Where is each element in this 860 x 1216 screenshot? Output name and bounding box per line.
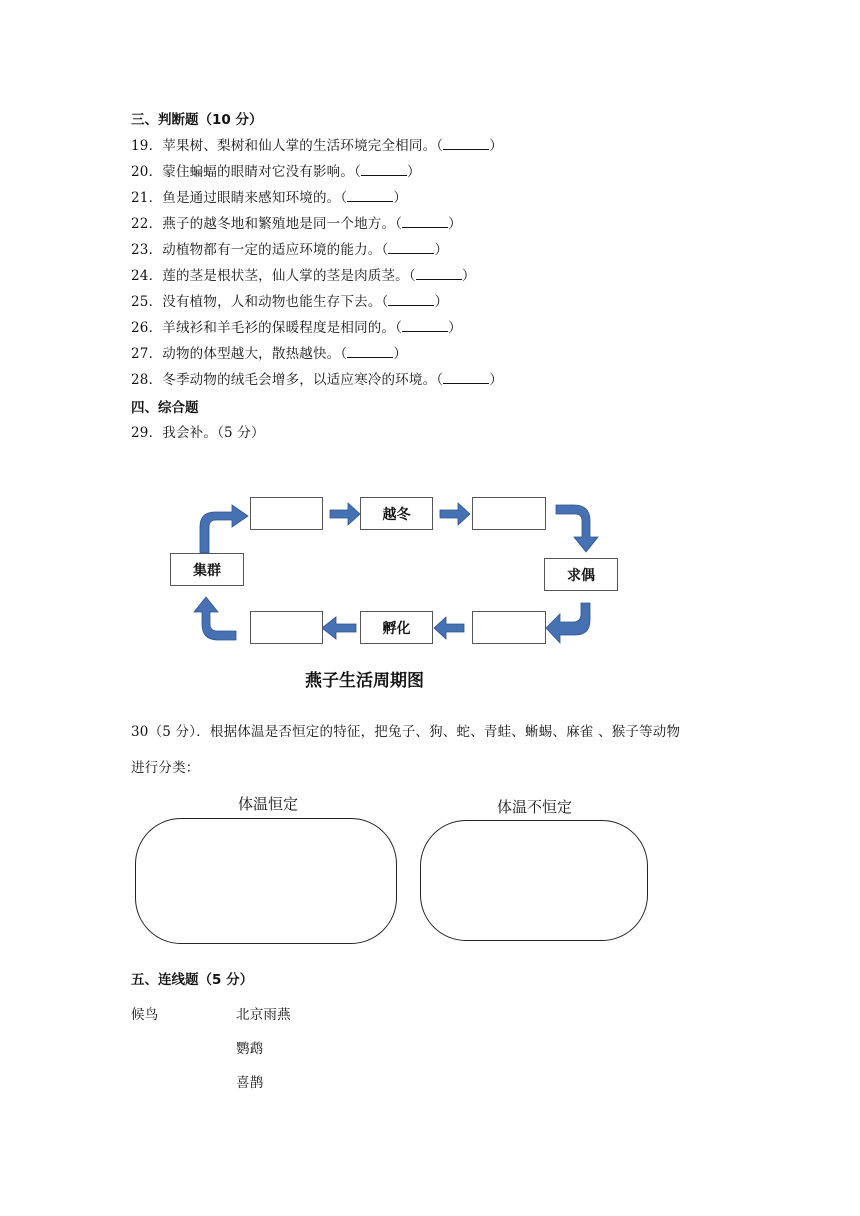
closing-paren: ） <box>393 346 408 362</box>
question-number: 25． <box>131 294 163 310</box>
match-right-item: 喜鹊 <box>236 1075 264 1091</box>
question-number: 27． <box>131 346 163 362</box>
closing-paren: ） <box>489 372 503 388</box>
question-text: 莲的茎是根状茎，仙人掌的茎是肉质茎。（ <box>162 268 416 284</box>
section-5-title: 五、连线题（5 分） <box>131 972 254 988</box>
answer-oval-cold-blooded <box>420 820 648 941</box>
arrow-to-yuedong-icon <box>330 503 360 525</box>
blank-box-4 <box>472 611 546 644</box>
question-30-line2: 进行分类： <box>131 760 200 776</box>
question-text: 羊绒衫和羊毛衫的保暖程度是相同的。（ <box>162 320 403 336</box>
question-number: 23． <box>131 242 163 258</box>
closing-paren: ） <box>434 242 449 258</box>
question-text: 冬季动物的绒毛会增多，以适应寒冷的环境。（ <box>162 372 444 388</box>
blank-box-3 <box>472 497 546 530</box>
section-3-title: 三、判断题（10 分） <box>131 112 263 128</box>
question-text: 动物的体型越大，散热越快。（ <box>162 346 348 362</box>
oval-label-warm-blooded: 体温恒定 <box>238 795 299 813</box>
question-number: 22． <box>131 216 163 232</box>
arrow-to-box6-icon <box>322 617 356 639</box>
section-4-title: 四、综合题 <box>131 400 199 416</box>
closing-paren: ） <box>448 320 462 336</box>
box-jiqun: 集群 <box>170 553 244 586</box>
closing-paren: ） <box>461 268 476 284</box>
arrow-to-jiqun-icon <box>194 597 236 640</box>
question-text: 燕子的越冬地和繁殖地是同一个地方。（ <box>162 216 403 232</box>
closing-paren: ） <box>393 190 408 206</box>
question-number: 24． <box>131 268 163 284</box>
box-qiuou: 求偶 <box>544 558 618 591</box>
box-yuedong: 越冬 <box>360 497 433 530</box>
question-number: 28． <box>131 372 163 388</box>
question-text: 动植物都有一定的适应环境的能力。（ <box>162 242 389 258</box>
closing-paren: ） <box>448 216 462 232</box>
box-fuhua: 孵化 <box>360 611 433 644</box>
question-30-line1: 30（5 分）．根据体温是否恒定的特征，把兔子、狗、蛇、青蛙、蜥蜴、麻雀 、猴子等动物 <box>131 724 681 740</box>
closing-paren: ） <box>407 164 421 180</box>
blank-box-6 <box>250 611 323 644</box>
question-text: 蒙住蝙蝠的眼睛对它没有影响。（ <box>162 164 362 180</box>
question-text: 苹果树、梨树和仙人掌的生活环境完全相同。（ <box>162 138 444 154</box>
question-29: 29．我会补。（5 分） <box>131 425 265 441</box>
arrow-to-fuhua-icon <box>434 617 464 639</box>
answer-oval-warm-blooded <box>135 818 397 944</box>
arrow-qiuou-to-box4-icon <box>546 603 590 643</box>
closing-paren: ） <box>434 294 449 310</box>
arrow-to-qiuou-icon <box>556 505 598 552</box>
question-number: 21． <box>131 190 163 206</box>
question-text: 没有植物，人和动物也能生存下去。（ <box>162 294 389 310</box>
arrow-to-box3-icon <box>440 503 470 525</box>
question-number: 20． <box>131 164 163 180</box>
match-right-item: 鹦鹉 <box>236 1041 264 1057</box>
closing-paren: ） <box>489 138 503 154</box>
question-number: 26． <box>131 320 163 336</box>
match-left-item: 候鸟 <box>131 1007 159 1023</box>
diagram-caption: 燕子生活周期图 <box>305 671 424 691</box>
question-text: 鱼是通过眼睛来感知环境的。（ <box>162 190 348 206</box>
arrow-jiqun-to-box1-icon <box>200 505 248 553</box>
oval-label-cold-blooded: 体温不恒定 <box>497 798 573 816</box>
match-right-item: 北京雨燕 <box>236 1007 291 1023</box>
blank-box-1 <box>250 497 323 530</box>
question-number: 19． <box>131 138 163 154</box>
